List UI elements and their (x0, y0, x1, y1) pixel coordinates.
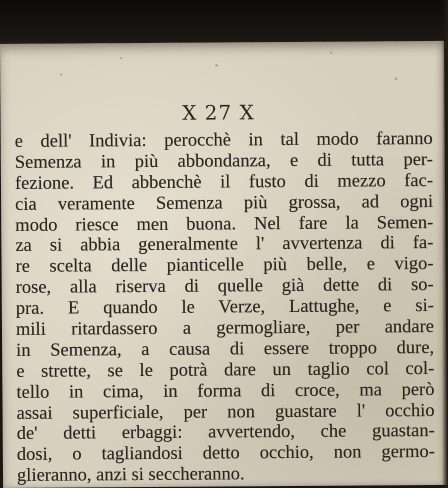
text-line: assai superficiale, per non guastare l' occhio (16, 400, 435, 424)
paper-page (0, 41, 447, 488)
text-line: za si abbia generalmente l' avvertenza di fa- (15, 233, 434, 257)
text-line: rose, alla riserva di quelle già dette di so- (15, 275, 434, 299)
text-line: e dell' Indivia: perocchè in tal modo faranno (14, 128, 433, 152)
page-number: X 27 X (182, 100, 255, 125)
paper-speck (395, 77, 397, 80)
text-line: fezione. Ed abbenchè il fusto di mezzo fac- (14, 170, 434, 194)
text-line: Semenza in più abbondanza, e di tutta per- (14, 149, 433, 173)
text-line: re scelta delle pianticelle più belle, e vigo- (15, 254, 434, 278)
paper-speck (120, 57, 122, 59)
text-line: de' detti erbaggi: avvertendo, che guastan- (16, 421, 435, 445)
text-line: mili ritardassero a germogliare, per andare (15, 316, 435, 340)
body-text (15, 129, 435, 487)
text-line: glieranno, anzi si seccheranno. (16, 464, 245, 487)
paper-speck (215, 64, 218, 66)
text-line: dosi, o tagliandosi detto occhio, non germo- (16, 442, 435, 466)
paper-speck (60, 74, 62, 76)
text-line: cia veramente Semenza più grossa, ad ogni (15, 191, 434, 215)
text-line: modo riesce men buona. Nel fare la Semen- (15, 212, 434, 236)
text-line: tello in cima, in forma di croce, ma però (16, 379, 435, 403)
paper-speck (330, 52, 332, 54)
text-line: pra. E quando le Verze, Lattughe, e si- (15, 296, 434, 320)
text-line: e strette, se le potrà dare un taglio col col- (16, 358, 435, 382)
scan-edge-shadow (442, 0, 448, 488)
text-line: in Semenza, a causa di essere troppo dure, (16, 337, 435, 361)
